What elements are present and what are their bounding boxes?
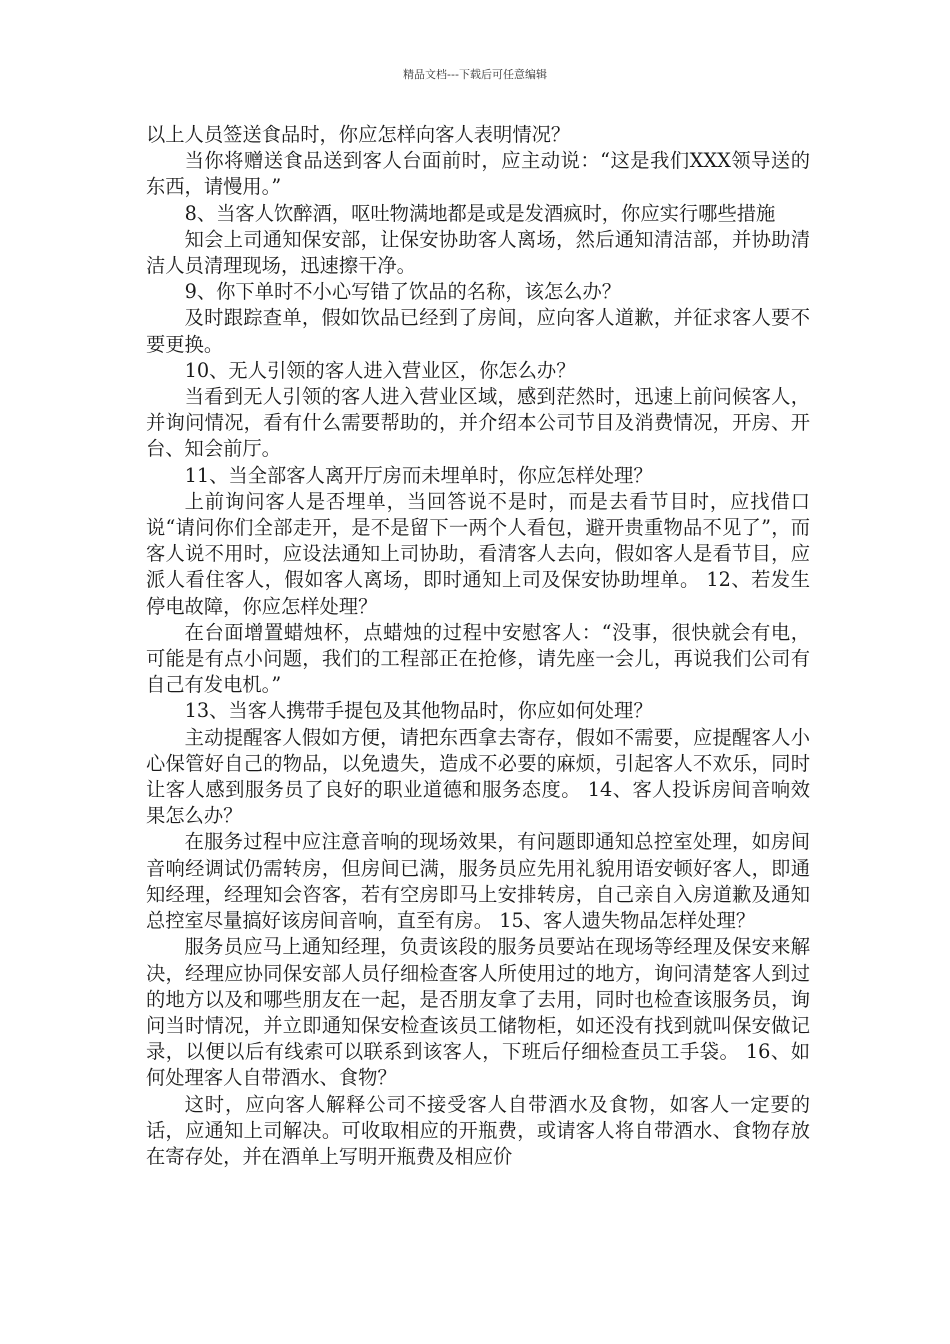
answer-15-question-16: 服务员应马上通知经理，负责该段的服务员要站在现场等经理及保安来解决，经理应协同保安部人员仔细检查客人所使用过的地方，询问清楚客人到过的地方以及和哪些朋友在一起，是否朋友拿了去用，同时也检查该服务员，询问当时情况，并立即通知保安检查该员工储物柜，如还没有找到就叫保安做记录，以便以后有线索可以联系到该客人，下班后仔细检查员工手袋。 16、如何处理客人自带酒水、食物？ bbox=[146, 935, 810, 1090]
question-8: 8、当客人饮醉酒，呕吐物满地都是或是发酒疯时，你应实行哪些措施 bbox=[184, 201, 776, 225]
answer-12: 在台面增置蜡烛杯，点蜡烛的过程中安慰客人：“没事，很快就会有电，可能是有点小问题，我们的工程部正在抢修，请先座一会儿，再说我们公司有自己有发电机。” bbox=[146, 620, 810, 697]
question-11: 11、当全部客人离开厅房而未埋单时，你应怎样处理？ bbox=[184, 463, 653, 487]
question-13: 13、当客人携带手提包及其他物品时，你应如何处理？ bbox=[184, 699, 653, 723]
answer-14-question-15: 在服务过程中应注意音响的现场效果，有问题即通知总控室处理，如房间音响经调试仍需转房，但房间已满，服务员应先用礼貌用语安顿好客人，即通知经理，经理知会咨客，若有空房即马上安排转房，自己亲自入房道歉及通知总控室尽量搞好该房间音响，直至有房。 15、客人遗失物品怎样处理？ bbox=[146, 830, 810, 933]
answer-11-question-12: 上前询问客人是否埋单，当回答说不是时，而是去看节目时，应找借口说“请问你们全部走开，是不是留下一两个人看包，避开贵重物品不见了”，而客人说不用时，应设法通知上司协助，看清客人去向，假如客人是看节目，应派人看住客人，假如客人离场，即时通知上司及保安协助埋单。 12、若发生停电故障，你应怎样处理？ bbox=[146, 489, 810, 618]
answer-13-question-14: 主动提醒客人假如方便，请把东西拿去寄存，假如不需要，应提醒客人小心保管好自己的物品，以免遗失，造成不必要的麻烦，引起客人不欢乐，同时让客人感到服务员了良好的职业道德和服务态度。 14、客人投诉房间音响效果怎么办？ bbox=[146, 725, 810, 828]
page-header: 精品文档---下载后可任意编辑 bbox=[403, 68, 547, 81]
paragraph-1: 以上人员签送食品时，你应怎样向客人表明情况？ bbox=[146, 123, 571, 146]
answer-9: 及时跟踪查单，假如饮品已经到了房间，应向客人道歉，并征求客人要不要更换。 bbox=[146, 306, 810, 356]
document-body bbox=[146, 122, 810, 1170]
paragraph-2: 当你将赠送食品送到客人台面前时，应主动说：“这是我们XXX领导送的东西，请慢用。” bbox=[146, 149, 810, 199]
answer-10: 当看到无人引领的客人进入营业区域，感到茫然时，迅速上前问候客人，并询问情况，看有什么需要帮助的，并介绍本公司节目及消费情况，开房、开台、知会前厅。 bbox=[146, 385, 810, 461]
question-9: 9、你下单时不小心写错了饮品的名称，该怎么办？ bbox=[184, 280, 622, 304]
answer-8: 知会上司通知保安部，让保安协助客人离场，然后通知清洁部，并协助清洁人员清理现场，迅速擦干净。 bbox=[146, 227, 810, 278]
question-10: 10、无人引领的客人进入营业区，你怎么办？ bbox=[184, 358, 576, 382]
answer-16: 这时，应向客人解释公司不接受客人自带酒水及食物，如客人一定要的话，应通知上司解决。可收取相应的开瓶费，或请客人将自带酒水、食物存放在寄存处，并在酒单上写明开瓶费及相应价 bbox=[146, 1092, 810, 1168]
